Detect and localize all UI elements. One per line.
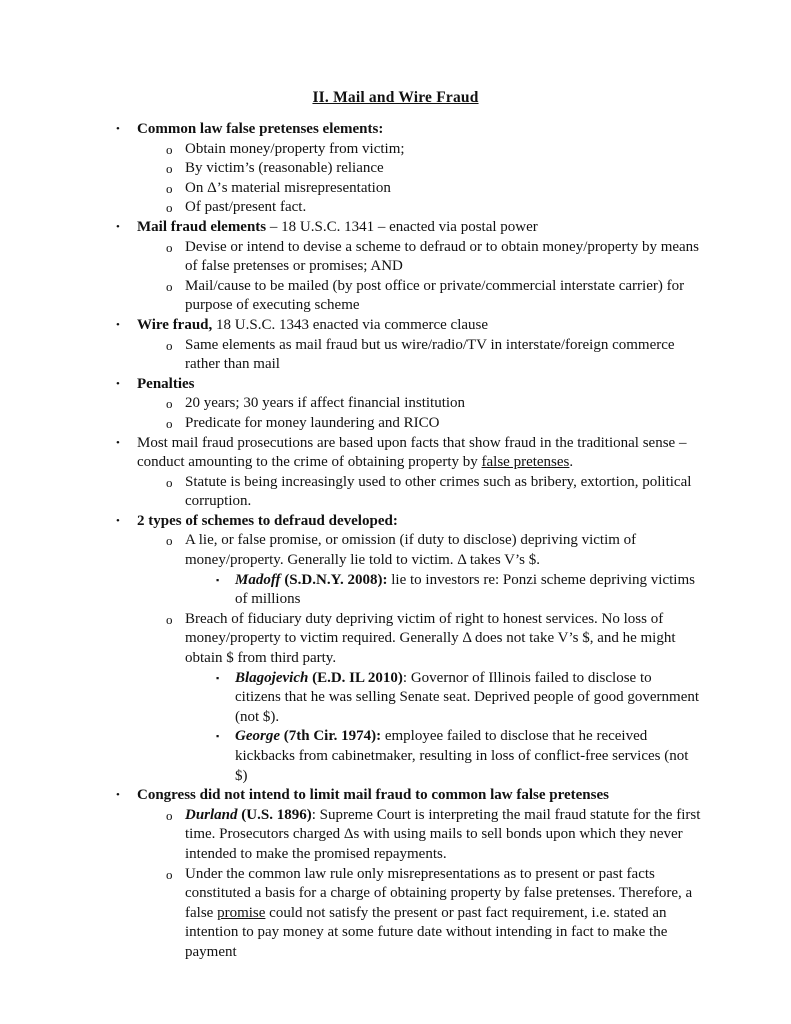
outline-item-level-2 — [0, 179, 791, 199]
bullet-level-3-icon: ▪ — [216, 672, 220, 683]
bullet-level-3-icon: ▪ — [216, 574, 220, 585]
outline-item-level-3 — [0, 669, 791, 728]
outline-item-text — [185, 238, 703, 277]
bullet-level-2-icon: o — [166, 239, 173, 255]
text-run: . — [569, 454, 574, 471]
bullet-level-2-icon: o — [166, 161, 173, 177]
bullet-level-1-icon: • — [116, 789, 120, 802]
bullet-level-2-icon: o — [166, 337, 173, 353]
bullet-level-1-icon: • — [116, 377, 120, 390]
outline-item-level-2 — [0, 159, 791, 179]
text-run: Madoff — [235, 571, 281, 588]
outline-item-text — [137, 512, 703, 532]
outline-item-text — [137, 434, 703, 473]
outline-item-level-2 — [0, 414, 791, 434]
outline-item-text — [185, 198, 703, 218]
bullet-level-2-icon: o — [166, 278, 173, 294]
outline-item-text — [137, 120, 703, 140]
outline-item-text — [137, 316, 703, 336]
text-run: Blagojevich — [235, 669, 309, 686]
text-run: Breach of fiduciary duty depriving victim of right to honest services. No loss of money/property to victim required. Generally Δ does not take V’s $, and he might obtain $ from third party. — [185, 610, 676, 667]
text-run: Of past/present fact. — [185, 199, 307, 216]
text-run: Mail/cause to be mailed (by post office or private/commercial interstate carrier) for purpose of executing scheme — [185, 277, 685, 314]
outline-item-level-2 — [0, 394, 791, 414]
bullet-level-2-icon: o — [166, 415, 173, 431]
text-run: (E.D. IL 2010) — [308, 669, 403, 686]
outline-item-text — [235, 727, 701, 786]
bullet-level-2-icon: o — [166, 866, 173, 882]
outline-item-text — [185, 865, 703, 963]
outline-item-text — [185, 179, 703, 199]
bullet-level-1-icon: • — [116, 436, 120, 449]
text-run: Under the common law rule only misrepresentations as to present or past facts constituted a basis for a charge of obtaining property by false pretenses. Therefore, a false — [185, 865, 693, 921]
bullet-level-2-icon: o — [166, 807, 173, 823]
text-run: Penalties — [137, 375, 195, 392]
text-run: A lie, or false promise, or omission (if duty to disclose) depriving victim of money/property. Generally lie told to victim. Δ takes V’s $. — [185, 532, 637, 569]
outline-item-level-1 — [0, 218, 791, 238]
text-run: Same elements as mail fraud but us wire/radio/TV in interstate/foreign commerce rather than mail — [185, 336, 675, 373]
bullet-level-3-icon: ▪ — [216, 731, 220, 742]
outline-item-level-3 — [0, 727, 791, 786]
text-run: Most mail fraud prosecutions are based upon facts that show fraud in the traditional sense – conduct amounting to the crime of obtaining property by — [137, 434, 687, 471]
bullet-level-2-icon: o — [166, 611, 173, 627]
text-run: : Supreme Court is interpreting the mail fraud statute for the first time. Prosecutors charged Δs with using mails to sell bonds upon which they never intended to make the promised repayments. — [185, 806, 701, 862]
outline-item-text — [137, 218, 703, 238]
outline-item-level-1 — [0, 316, 791, 336]
text-run: lie to investors re: Ponzi scheme depriving victims of millions — [235, 571, 695, 608]
outline-item-level-2 — [0, 531, 791, 570]
text-run: Mail fraud elements — [137, 218, 267, 235]
bullet-level-1-icon: • — [116, 123, 120, 135]
outline-item-level-2 — [0, 865, 791, 963]
bullet-level-2-icon: o — [166, 200, 173, 216]
bullet-level-2-icon: o — [166, 533, 173, 549]
outline-item-level-1 — [0, 434, 791, 473]
text-run: promise — [217, 904, 266, 921]
bullet-level-1-icon: • — [116, 220, 120, 233]
outline-item-level-1 — [0, 375, 791, 395]
outline-item-text — [185, 277, 703, 316]
outline-item-text — [185, 473, 703, 512]
text-run: false pretenses — [481, 454, 570, 471]
text-run: 18 U.S.C. 1343 enacted via commerce clause — [212, 316, 489, 333]
outline-item-level-1 — [0, 512, 791, 532]
text-run: 20 years; 30 years if affect financial institution — [185, 395, 466, 412]
outline-body — [0, 120, 791, 963]
text-run: On Δ’s material misrepresentation — [185, 179, 391, 196]
outline-item-text — [137, 375, 703, 395]
outline-item-level-2 — [0, 140, 791, 160]
bullet-level-2-icon: o — [166, 180, 173, 196]
text-run: (U.S. 1896) — [237, 806, 312, 823]
outline-item-level-2 — [0, 806, 791, 865]
bullet-level-1-icon: • — [116, 514, 120, 527]
text-run: : Governor of Illinois failed to disclose to citizens that he was selling Senate seat. Deprived people of good government (not $). — [235, 669, 700, 725]
text-run: Devise or intend to devise a scheme to defraud or to obtain money/property by means of false pretenses or promises; AND — [185, 238, 700, 275]
page-title: II. Mail and Wire Fraud — [312, 89, 479, 106]
bullet-level-1-icon: • — [116, 318, 120, 331]
outline-item-text — [235, 669, 701, 728]
text-run: 2 types of schemes to defraud developed: — [137, 512, 398, 529]
bullet-level-2-icon: o — [166, 396, 173, 412]
text-run: George — [235, 728, 280, 745]
outline-item-text — [185, 336, 703, 375]
text-run: (7th Cir. 1974): — [280, 728, 382, 745]
outline-item-level-3 — [0, 571, 791, 610]
outline-item-text — [185, 140, 703, 160]
text-run: Predicate for money laundering and RICO — [185, 414, 440, 431]
text-run: Common law false pretenses elements: — [137, 121, 384, 137]
outline-item-text — [185, 394, 703, 414]
outline-item-text — [137, 786, 703, 806]
text-run: Durland — [185, 806, 238, 823]
outline-item-level-2 — [0, 336, 791, 375]
text-run: (S.D.N.Y. 2008): — [280, 571, 388, 588]
outline-item-text — [185, 610, 703, 669]
outline-item-level-1 — [0, 120, 791, 140]
text-run: – 18 U.S.C. 1341 – enacted via postal power — [266, 218, 538, 235]
outline-item-level-2 — [0, 473, 791, 512]
outline-item-text — [185, 531, 703, 570]
outline-item-text — [185, 159, 703, 179]
outline-item-level-1 — [0, 786, 791, 806]
outline-item-level-2 — [0, 198, 791, 218]
outline-item-text — [185, 414, 703, 434]
text-run: Obtain money/property from victim; — [185, 140, 405, 157]
text-run: Wire fraud, — [137, 316, 213, 333]
outline-item-level-2 — [0, 277, 791, 316]
text-run: could not satisfy the present or past fact requirement, i.e. stated an intention to pay money at some future date without intending in fact to make the payment — [185, 904, 668, 960]
bullet-level-2-icon: o — [166, 474, 173, 490]
outline-item-level-2 — [0, 238, 791, 277]
outline-item-level-2 — [0, 610, 791, 669]
outline-item-text — [185, 806, 703, 865]
bullet-level-2-icon: o — [166, 141, 173, 157]
text-run: employee failed to disclose that he received kickbacks from cabinetmaker, resulting in loss of conflict-free services (not $) — [235, 728, 689, 784]
outline-item-text — [235, 571, 701, 610]
text-run: Statute is being increasingly used to other crimes such as bribery, extortion, political corruption. — [185, 473, 692, 510]
text-run: Congress did not intend to limit mail fraud to common law false pretenses — [137, 787, 609, 804]
text-run: By victim’s (reasonable) reliance — [185, 160, 384, 177]
